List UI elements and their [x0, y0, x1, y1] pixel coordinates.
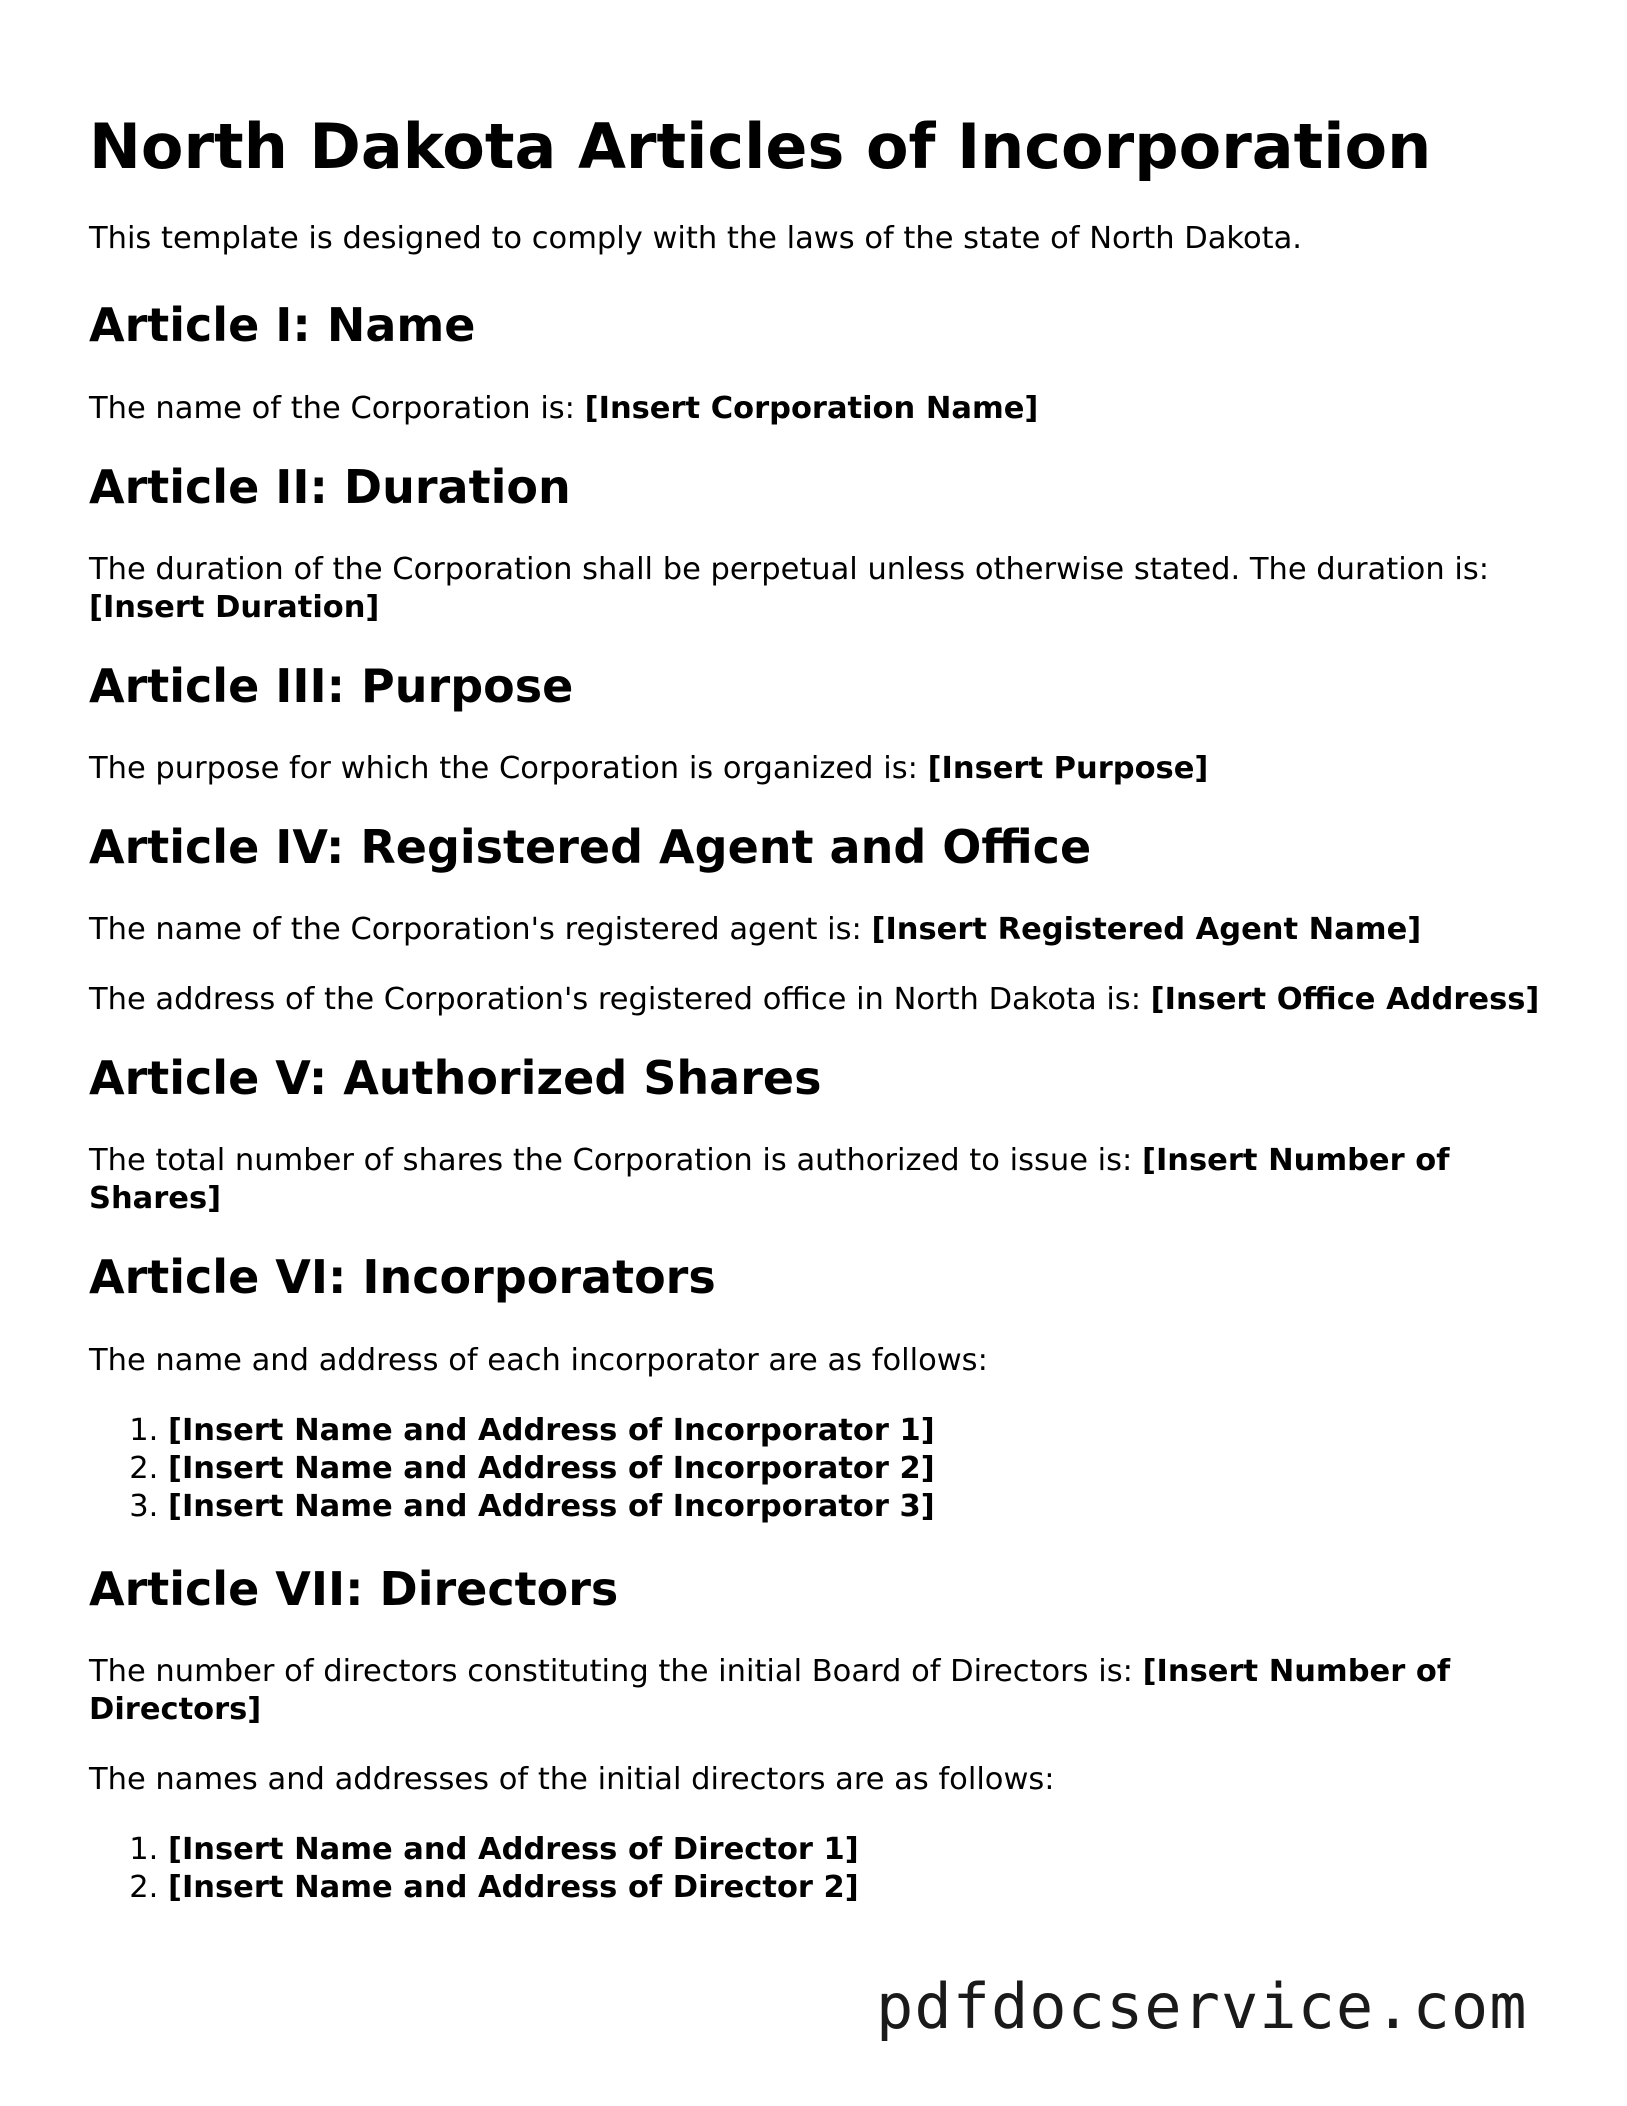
- article-paragraph: [89, 390, 1549, 428]
- article-heading: Article VI: Incorporators: [89, 1250, 716, 1305]
- paragraph-text: The purpose for which the Corporation is organized is:: [89, 750, 928, 786]
- article-paragraph: [89, 981, 1549, 1019]
- placeholder-field: [Insert Duration]: [89, 589, 380, 625]
- article-paragraph: The names and addresses of the initial directors are as follows:: [89, 1761, 1055, 1797]
- placeholder-field: [Insert Registered Agent Name]: [871, 912, 1422, 948]
- paragraph-text: The address of the Corporation's registered office in North Dakota is:: [89, 982, 1151, 1018]
- article-paragraph: The name and address of each incorporator are as follows:: [89, 1342, 988, 1378]
- document-page: [89, 110, 1549, 1943]
- paragraph-text: The number of directors constituting the initial Board of Directors is:: [89, 1653, 1143, 1689]
- incorporator-list: [89, 1412, 1549, 1526]
- document-title: North Dakota Articles of Incorporation: [89, 110, 1432, 183]
- article-heading: Article VII: Directors: [89, 1561, 619, 1616]
- article-heading: Article V: Authorized Shares: [89, 1051, 822, 1106]
- article-heading: Article III: Purpose: [89, 658, 574, 713]
- article-authorized-shares: [89, 1051, 1549, 1218]
- article-paragraph: [89, 1653, 1549, 1729]
- article-registered-agent: [89, 820, 1549, 1019]
- article-name: [89, 298, 1549, 427]
- list-item: 1. [Insert Name and Address of Incorporator 1]: [168, 1412, 1549, 1450]
- article-paragraph: [89, 750, 1549, 788]
- article-paragraph: [89, 551, 1549, 627]
- intro-paragraph: This template is designed to comply with the laws of the state of North Dakota.: [89, 221, 1302, 257]
- article-directors: [89, 1562, 1549, 1907]
- article-heading: Article II: Duration: [89, 459, 571, 514]
- article-incorporators: [89, 1250, 1549, 1525]
- director-list: [89, 1831, 1549, 1907]
- watermark: pdfdocservice.com: [876, 1970, 1528, 2043]
- paragraph-text: The name of the Corporation's registered agent is:: [89, 912, 872, 948]
- placeholder-field: [Insert Office Address]: [1150, 982, 1540, 1018]
- placeholder-field: [Insert Number of Directors]: [89, 1653, 1451, 1727]
- article-paragraph: [89, 1142, 1549, 1218]
- article-heading: Article IV: Registered Agent and Office: [89, 819, 1092, 874]
- article-duration: [89, 460, 1549, 627]
- article-purpose: [89, 659, 1549, 788]
- list-item: 1. [Insert Name and Address of Director 1]: [168, 1831, 1549, 1869]
- paragraph-text: The name of the Corporation is:: [89, 390, 585, 426]
- paragraph-text: The duration of the Corporation shall be perpetual unless otherwise stated. The duration is:: [89, 551, 1489, 587]
- article-heading: Article I: Name: [89, 298, 476, 353]
- placeholder-field: [Insert Number of Shares]: [89, 1143, 1450, 1217]
- article-paragraph: [89, 911, 1549, 949]
- paragraph-text: The total number of shares the Corporation is authorized to issue is:: [89, 1143, 1142, 1179]
- placeholder-field: [Insert Purpose]: [927, 750, 1209, 786]
- placeholder-field: [Insert Corporation Name]: [584, 390, 1039, 426]
- list-item: 2. [Insert Name and Address of Incorporator 2]: [168, 1450, 1549, 1488]
- list-item: 2. [Insert Name and Address of Director 2]: [168, 1869, 1549, 1907]
- list-item: 3. [Insert Name and Address of Incorporator 3]: [168, 1488, 1549, 1526]
